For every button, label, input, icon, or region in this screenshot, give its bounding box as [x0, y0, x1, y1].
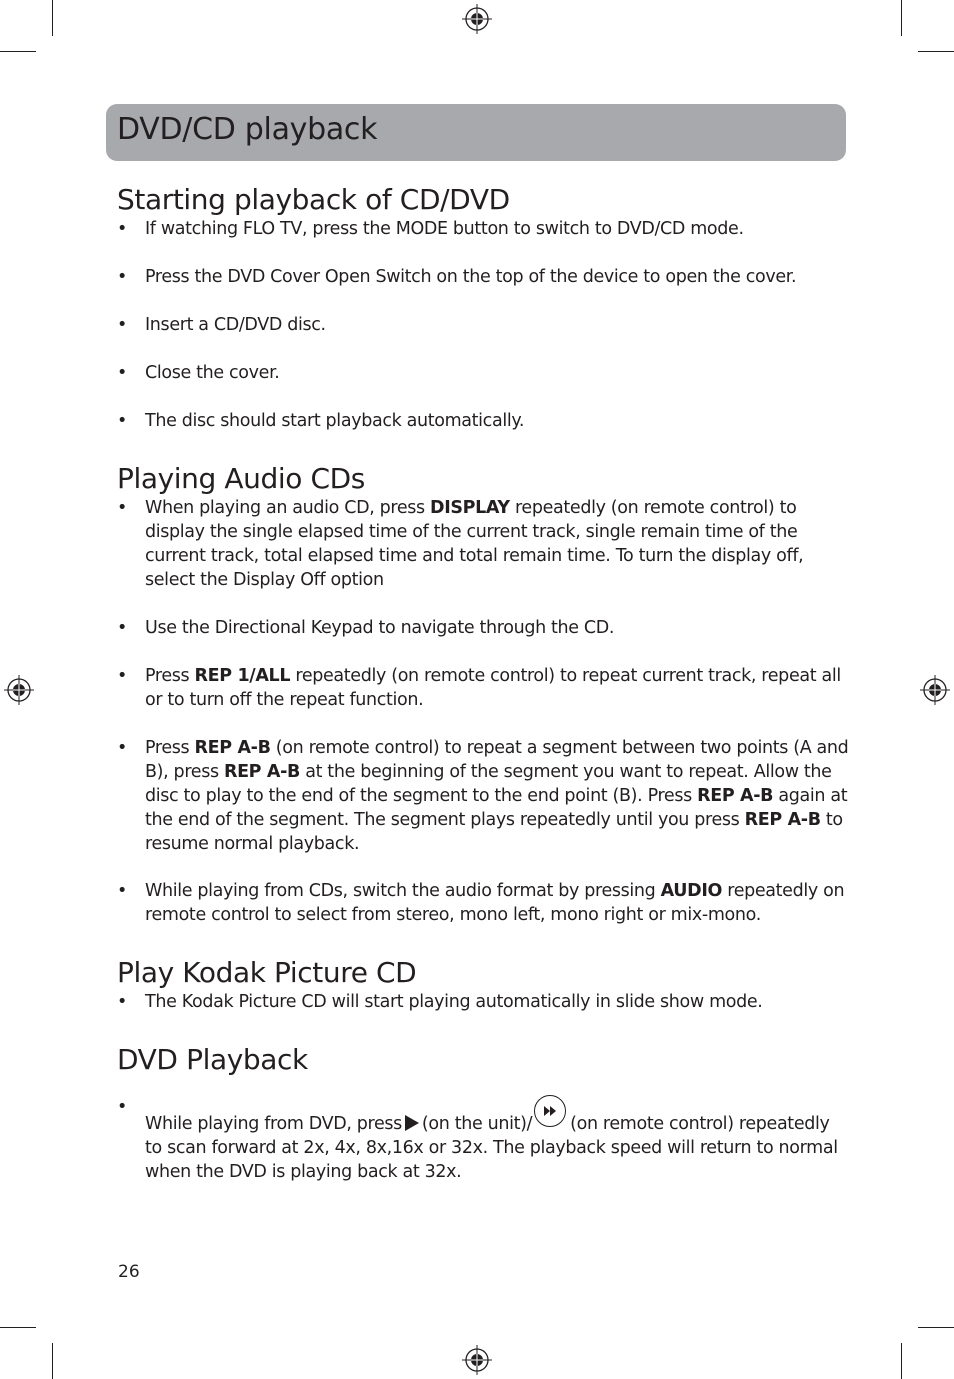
play-triangle-icon [405, 1115, 419, 1131]
list-item-text: The Kodak Picture CD will start playing automatically in slide show mode. [145, 992, 763, 1012]
list-item-text: The disc should start playback automatically. [145, 411, 525, 431]
registration-mark-icon [920, 675, 950, 705]
bullet-dot: • [117, 411, 128, 431]
bullet-dot: • [117, 666, 128, 686]
list-item-text: While playing from CDs, switch the audio format by pressing AUDIO repeatedly on remote control to select from stereo, mono left, mono right or mix-mono. [145, 881, 845, 925]
bullet-dot: • [117, 738, 128, 758]
key-label: REP A-B [697, 786, 774, 806]
list-item-text: Close the cover. [145, 363, 280, 383]
bullet-dot: • [117, 498, 128, 518]
section-title-dvd-playback: DVD Playback [117, 1043, 308, 1076]
list-item-text: Press the DVD Cover Open Switch on the top of the device to open the cover. [145, 267, 797, 287]
crop-mark [901, 1343, 902, 1379]
section-title-playing-audio-cds: Playing Audio CDs [117, 462, 365, 495]
page-number: 26 [118, 1262, 140, 1282]
list-item-text: Insert a CD/DVD disc. [145, 315, 326, 335]
crop-mark [918, 51, 954, 52]
key-label: REP A-B [744, 810, 821, 830]
key-label: REP A-B [223, 762, 300, 782]
chapter-header-bar [106, 104, 846, 161]
crop-mark [918, 1327, 954, 1328]
bullet-dot: • [117, 267, 128, 287]
key-label: REP 1/ALL [194, 666, 291, 686]
bullet-dot: • [117, 1097, 128, 1117]
list-item-text: While playing from DVD, press (on the unit)/ (on remote control) repeatedly to scan forward at 2x, 4x, 8x,16x or 32x. The playback speed will return to normal when the DVD is playing back at 32x. [145, 1095, 845, 1184]
key-label: REP A-B [194, 738, 271, 758]
bullet-dot: • [117, 219, 128, 239]
fast-forward-circle-icon [534, 1095, 566, 1127]
list-item-text: If watching FLO TV, press the MODE button to switch to DVD/CD mode. [145, 219, 744, 239]
key-label: DISPLAY [430, 498, 510, 518]
section-title-kodak-picture-cd: Play Kodak Picture CD [117, 956, 417, 989]
registration-mark-icon [462, 1345, 492, 1375]
crop-mark [0, 1327, 36, 1328]
chapter-title: DVD/CD playback [117, 112, 378, 147]
registration-mark-icon [462, 4, 492, 34]
registration-mark-icon [4, 675, 34, 705]
crop-mark [52, 0, 53, 36]
bullet-dot: • [117, 363, 128, 383]
crop-mark [52, 1343, 53, 1379]
key-label: AUDIO [660, 881, 723, 901]
bullet-dot: • [117, 992, 128, 1012]
bullet-dot: • [117, 315, 128, 335]
crop-mark [0, 51, 36, 52]
crop-mark [901, 0, 902, 36]
list-item-text: When playing an audio CD, press DISPLAY repeatedly (on remote control) to display the single elapsed time of the current track, single remain time of the current track, total elapsed time and total remain time. To turn the display off, select the Display Off option [145, 498, 804, 590]
list-item-text: Use the Directional Keypad to navigate through the CD. [145, 618, 615, 638]
bullet-dot: • [117, 881, 128, 901]
section-title-starting-playback: Starting playback of CD/DVD [117, 183, 510, 216]
bullet-dot: • [117, 618, 128, 638]
list-item-text: Press REP A-B (on remote control) to repeat a segment between two points (A and B), press REP A-B at the beginning of the segment you want to repeat. Allow the disc to play to the end of the segment to the end point (B). Press REP A-B again at the end of the segment. The segment plays repeatedly until you press REP A-B to resume normal playback. [145, 738, 849, 854]
list-item-text: Press REP 1/ALL repeatedly (on remote control) to repeat current track, repeat all or to turn off the repeat function. [145, 666, 841, 710]
